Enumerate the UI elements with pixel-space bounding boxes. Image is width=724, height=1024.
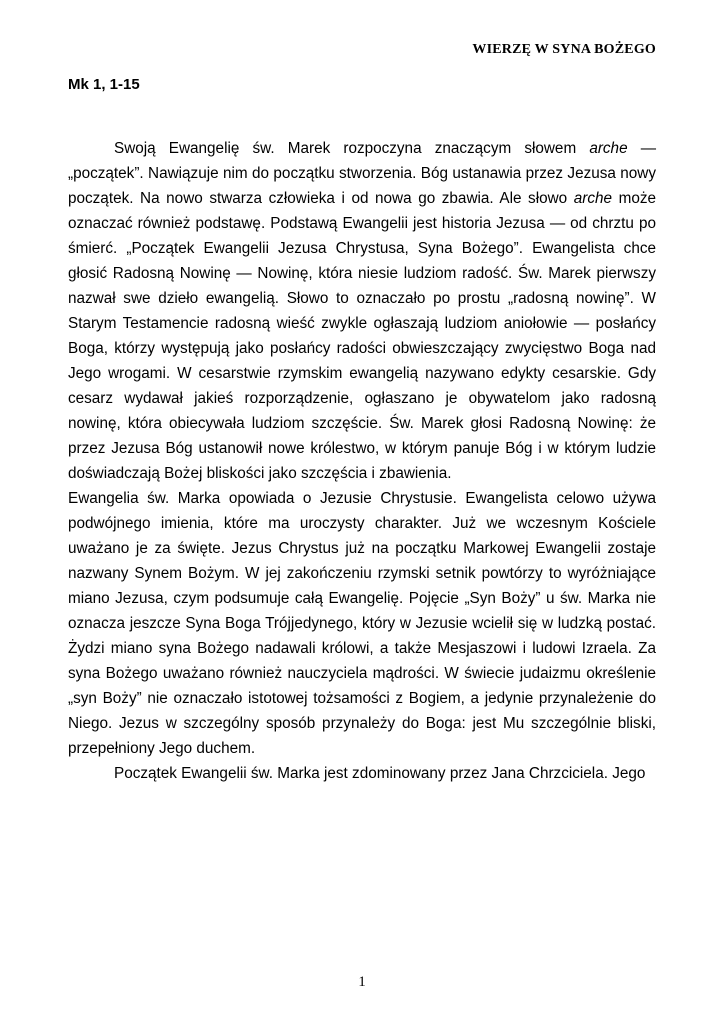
paragraph-3: Początek Ewangelii św. Marka jest zdominowany przez Jana Chrzciciela. Jego bbox=[114, 765, 646, 782]
page-number: 1 bbox=[358, 974, 366, 990]
italic-term-arche: arche bbox=[573, 190, 613, 207]
paragraph-1-part-1: Swoją Ewangelię św. Marek rozpoczyna znaczącym słowem bbox=[114, 140, 590, 157]
paragraph-1-part-3: może oznaczać również podstawę. Podstawą Ewangelii jest historia Jezusa — od chrztu po śmierć. „Początek Ewangelii Jezusa Chrystusa, Syna Bożego”. Ewangelista chce głosić Radosną Nowinę — Nowinę, która niesie ludziom radość. Św. Marek pierwszy nazwał swe dzieło ewangelią. Słowo to oznaczało po prostu „radosną nowinę”. W Starym Testamencie radosną wieść zwykle ogłaszają ludziom aniołowie — posłańcy Boga, którzy występują jako posłańcy radości obwieszczający zwycięstwo Boga nad Jego wrogami. W cesarstwie rzymskim ewangelią nazywano edykty cesarskie. Gdy cesarz wydawał jakieś rozporządzenie, ogłaszano je obywatelom jako radosną nowinę, która obiecywała ludziom szczęście. Św. Marek głosi Radosną Nowinę: że przez Jezusa Bóg ustanowił nowe królestwo, w którym panuje Bóg i w którym ludzie doświadczają Bożej bliskości jako szczęścia i zbawienia. bbox=[68, 190, 656, 482]
paragraph-1 bbox=[68, 136, 656, 486]
running-header-title: WIERZĘ W SYNA BOŻEGO bbox=[472, 42, 656, 57]
paragraph-1-part-2: — „początek”. Nawiązuje nim do początku stworzenia. Bóg ustanawia przez Jezusa nowy początek. Na nowo stwarza człowieka i od nowa go zbawia. Ale słowo bbox=[68, 140, 656, 207]
italic-term-arche: arche bbox=[589, 140, 628, 157]
paragraph-2: Ewangelia św. Marka opowiada o Jezusie Chrystusie. Ewangelista celowo używa podwójnego imienia, które ma uroczysty charakter. Już we wczesnym Kościele uważano je za święte. Jezus Chrystus już na początku Markowej Ewangelii zostaje nazwany Synem Bożym. W jej zakończeniu rzymski setnik powtórzy to wyróżniające miano Jezusa, czym podsumuje całą Ewangelię. Pojęcie „Syn Boży” u św. Marka nie oznacza jeszcze Syna Boga Trójjedynego, który w Jezusie wcielił się w ludzką postać. Żydzi miano syna Bożego nadawali królowi, a także Mesjaszowi i ludowi Izraela. Za syna Bożego uważano również nauczyciela mądrości. W świecie judaizmu określenie „syn Boży” nie oznaczało istotowej tożsamości z Bogiem, a jedynie przynależenie do Niego. Jezus w szczególny sposób przynależy do Boga: jest Mu szczególnie bliski, przepełniony Jego duchem. bbox=[68, 490, 656, 757]
body-text bbox=[68, 136, 656, 786]
scripture-reference: Mk 1, 1-15 bbox=[68, 76, 140, 93]
